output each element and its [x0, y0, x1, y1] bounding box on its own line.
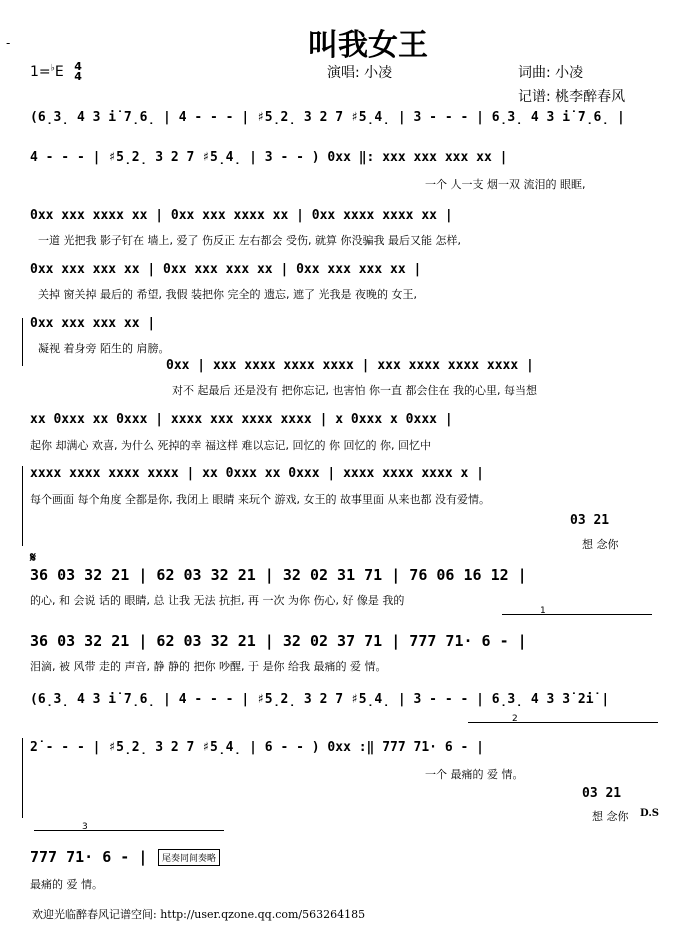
- score-row-2: 4 - - - | ♯5̣2̣ 3 2 7 ♯5̣4̣ | 3 - - ) 0xx ‖: xxx xxx xxx xx |: [30, 150, 508, 165]
- score-row-11: 36 03 32 21 | 62 03 32 21 | 32 02 37 71 | 777 71· 6 - |: [30, 632, 527, 650]
- ending-number-2: 2: [512, 714, 518, 724]
- system-bracket-1: [22, 318, 23, 366]
- footer-link[interactable]: 欢迎光临醉春风记谱空间: http://user.qzone.qq.com/563264185: [32, 908, 366, 921]
- lyrics-row-15: 最痛的 爱 情。: [30, 878, 103, 891]
- lyrics-row-5: 凝视 着身旁 陌生的 肩膀。: [38, 342, 170, 355]
- lyrics-row-6: 对不 起最后 还是没有 把你忘记, 也害怕 你一直 都会住在 我的心里, 每当想: [172, 384, 537, 397]
- score-row-15: 777 71· 6 - |: [30, 848, 148, 866]
- lyrics-row-10: 的心, 和 会说 话的 眼睛, 总 让我 无法 抗拒, 再 一次 为你 伤心, 好 像是 我的: [30, 594, 405, 607]
- ds-mark: D.S: [640, 808, 660, 819]
- system-bracket-2: [22, 466, 23, 546]
- score-row-3: 0xx xxx xxxx xx | 0xx xxx xxxx xx | 0xx xxxx xxxx xx |: [30, 208, 453, 223]
- score-row-5: 0xx xxx xxx xx |: [30, 316, 156, 331]
- score-row-8: xxxx xxxx xxxx xxxx | xx 0xxx xx 0xxx | xxxx xxxx xxxx x |: [30, 466, 484, 481]
- key-signature: 1=♭E 4 4: [30, 60, 82, 83]
- score-row-12: (6̣3̣ 4 3 i̇ 7̣6̣ | 4 - - - | ♯5̣2̣ 3 2 7 ♯5̣4̣ | 3 - - - | 6̣3̣ 4 3 3̇ 2̇i̇ |: [30, 692, 610, 707]
- score-row-4: 0xx xxx xxx xx | 0xx xxx xxx xx | 0xx xxx xxx xx |: [30, 262, 422, 277]
- lyrics-row-14: 想 念你: [592, 810, 629, 823]
- lyrics-row-3: 一道 光把我 影子钉在 墙上, 爱了 伤反正 左右都会 受伤, 就算 你没骗我 最后又能 怎样,: [38, 234, 461, 247]
- lyrics-row-11: 泪滴, 被 风带 走的 声音, 静 静的 把你 吵醒, 于 是你 给我 最痛的 爱 情。: [30, 660, 387, 673]
- ending-bracket-3: [34, 830, 224, 831]
- lyrics-row-4: 关掉 窗关掉 最后的 希望, 我假 装把你 完全的 遗忘, 遮了 光我是 夜晚的 女王,: [38, 288, 417, 301]
- system-bracket-3: [22, 738, 23, 818]
- score-row-1: (6̣3̣ 4 3 i̇ 7̣6̣ | 4 - - - | ♯5̣2̣ 3 2 7 ♯5̣4̣ | 3 - - - | 6̣3̣ 4 3 i̇ 7̣6̣ |: [30, 110, 625, 125]
- lyrics-row-7: 起你 却满心 欢喜, 为什么 死掉的幸 福这样 难以忘记, 回忆的 你 回忆的 你, 回忆中: [30, 439, 431, 452]
- coda-note: 尾奏同间奏略: [158, 849, 220, 866]
- lyrics-row-9: 想 念你: [582, 538, 619, 551]
- lyrics-row-13: 一个 最痛的 爱 情。: [425, 768, 524, 781]
- song-title: 叫我女王: [308, 28, 428, 63]
- ending-bracket-2: [468, 722, 658, 723]
- segno-mark: 𝄋: [30, 550, 37, 566]
- lyric-music-credit: 词曲: 小凌: [518, 65, 584, 81]
- lyrics-row-2: 一个 人一支 烟一双 流泪的 眼眶,: [425, 178, 586, 191]
- ending-bracket-1: [502, 614, 652, 615]
- score-row-7: xx 0xxx xx 0xxx | xxxx xxx xxxx xxxx | x 0xxx x 0xxx |: [30, 412, 453, 427]
- singer-credit: 演唱: 小凌: [327, 65, 393, 81]
- score-row-6: 0xx | xxx xxxx xxxx xxxx | xxx xxxx xxxx xxxx |: [166, 358, 534, 373]
- time-signature: 4 4: [74, 60, 82, 83]
- lyrics-row-8: 每个画面 每个角度 全都是你, 我闭上 眼睛 来玩个 游戏, 女王的 故事里面 从来也都 没有爱情。: [30, 493, 490, 506]
- score-row-10: 36 03 32 21 | 62 03 32 21 | 32 02 31 71 | 76 06 16 12 |: [30, 566, 527, 584]
- ending-number-1: 1: [540, 606, 546, 616]
- transcriber-credit: 记谱: 桃李醉春风: [518, 89, 626, 105]
- corner-mark: -: [6, 36, 11, 50]
- ending-number-3: 3: [82, 822, 88, 832]
- score-row-9: 03 21: [570, 513, 610, 528]
- score-row-14: 03 21: [582, 786, 622, 801]
- score-row-13: 2̇ - - - | ♯5̣2̣ 3 2 7 ♯5̣4̣ | 6 - - ) 0xx :‖ 777 71· 6 - |: [30, 740, 484, 755]
